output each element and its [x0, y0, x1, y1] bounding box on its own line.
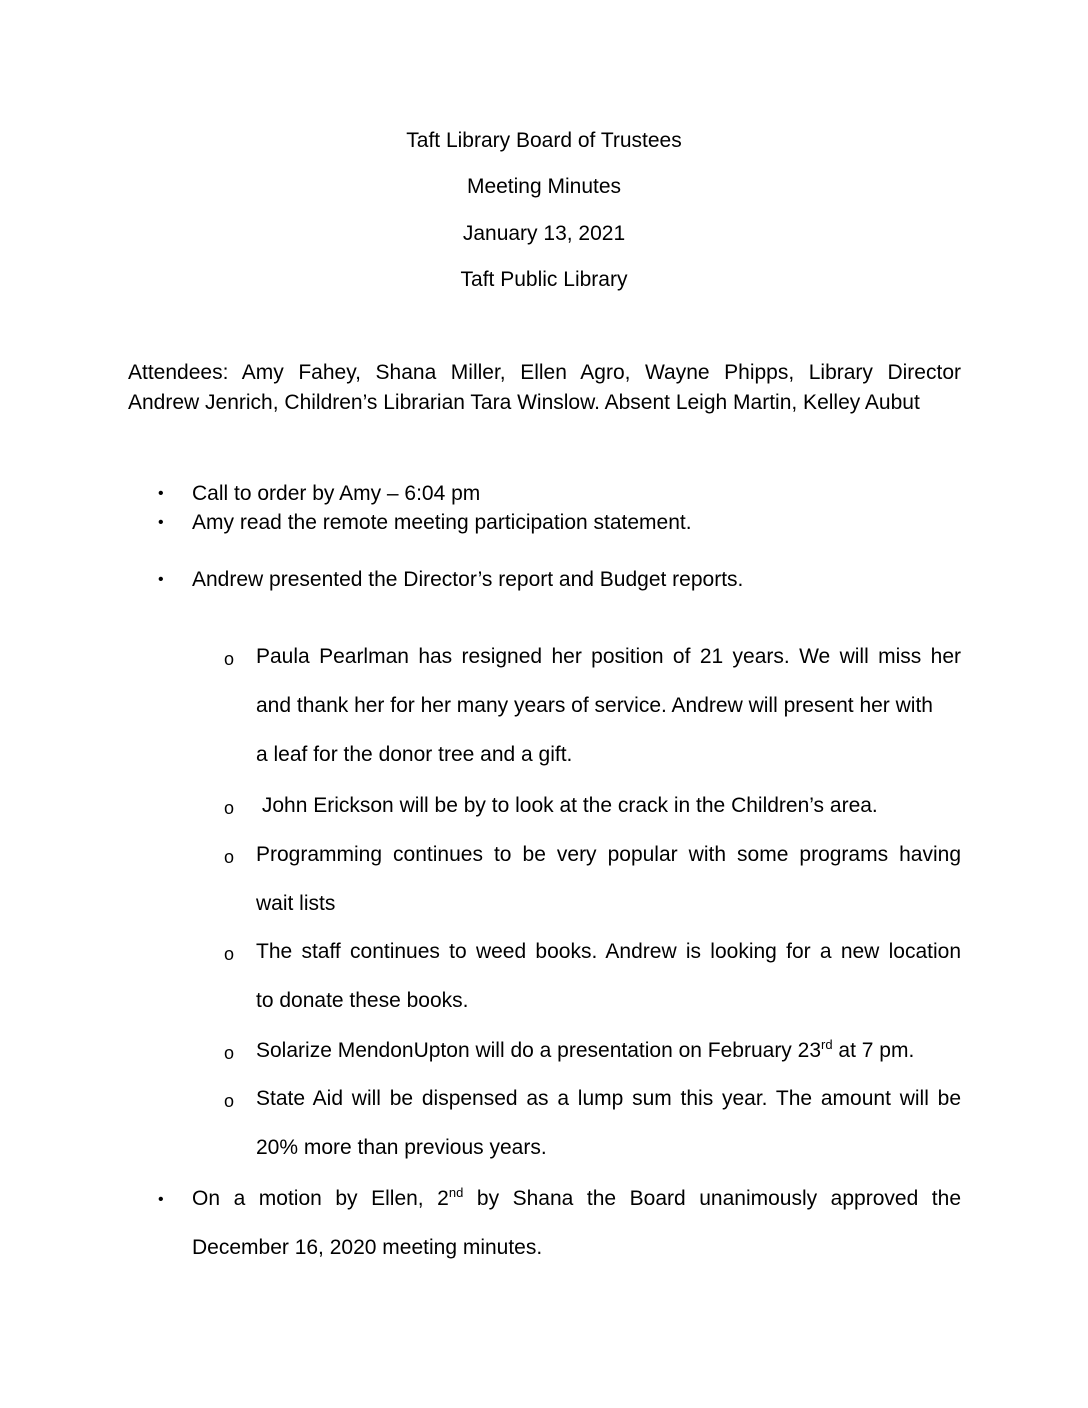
bullet-icon: • [158, 1191, 164, 1208]
sub-item-solarize [256, 1039, 961, 1063]
sub-item-state-aid [256, 1087, 961, 1160]
list-item-motion-line-1 [192, 1187, 961, 1211]
sub-item-paula-line-1: Paula Pearlman has resigned her position of 21 years. We will miss her [256, 645, 961, 668]
motion-text-end: by Shana the Board unanimously approved the [463, 1187, 961, 1210]
sub-item-solarize-superscript: rd [821, 1037, 833, 1052]
meeting-location: Taft Public Library [460, 268, 628, 291]
list-item-remote-statement: Amy read the remote meeting participation statement. [192, 511, 692, 534]
sub-item-state-aid-line-2: 20% more than previous years. [256, 1136, 547, 1159]
sub-item-staff-line-1: The staff continues to weed books. Andrew is looking for a new location [256, 940, 961, 963]
sub-item-programming [256, 843, 961, 916]
sub-item-paula-line-3: a leaf for the donor tree and a gift. [256, 743, 573, 766]
document-title: Taft Library Board of Trustees [406, 129, 682, 152]
sub-bullet-icon: o [224, 798, 235, 818]
sub-bullet-icon: o [224, 847, 235, 867]
sub-bullet-icon: o [224, 649, 235, 669]
list-item-motion-line-2: December 16, 2020 meeting minutes. [192, 1236, 543, 1259]
sub-item-paula [256, 645, 961, 767]
sub-bullet-icon: o [224, 1043, 235, 1063]
sub-item-staff-line-2: to donate these books. [256, 989, 469, 1012]
sub-bullet-icon: o [224, 1091, 235, 1111]
sub-item-state-aid-line-1: State Aid will be dispensed as a lump sum this year. The amount will be [256, 1087, 961, 1110]
sub-bullet-icon: o [224, 944, 235, 964]
attendees-paragraph [128, 358, 961, 418]
motion-superscript: nd [448, 1185, 464, 1200]
document-subtitle: Meeting Minutes [466, 175, 622, 198]
attendees-line-1: Attendees: Amy Fahey, Shana Miller, Ellen Agro, Wayne Phipps, Library Director [128, 361, 961, 384]
list-item-director-report: Andrew presented the Director’s report and Budget reports. [192, 568, 744, 591]
attendees-line-2: Andrew Jenrich, Children’s Librarian Tara Winslow. Absent Leigh Martin, Kelley Aubut [128, 391, 920, 414]
sub-item-solarize-text: Solarize MendonUpton will do a presentation on February 23 [256, 1039, 822, 1062]
sub-item-staff [256, 940, 961, 1013]
sub-item-programming-line-1: Programming continues to be very popular with some programs having [256, 843, 961, 866]
bullet-icon: • [158, 514, 164, 531]
list-item-call-to-order: Call to order by Amy – 6:04 pm [192, 482, 481, 505]
list-item-motion [192, 1187, 961, 1260]
sub-item-paula-line-2: and thank her for her many years of service. Andrew will present her with [256, 694, 933, 717]
sub-item-solarize-text-end: at 7 pm. [832, 1039, 915, 1062]
motion-text: On a motion by Ellen, 2 [192, 1187, 449, 1210]
sub-item-programming-line-2: wait lists [256, 892, 336, 915]
sub-item-john: John Erickson will be by to look at the crack in the Children’s area. [256, 794, 878, 817]
meeting-date: January 13, 2021 [462, 222, 626, 245]
bullet-icon: • [158, 485, 164, 502]
bullet-icon: • [158, 571, 164, 588]
